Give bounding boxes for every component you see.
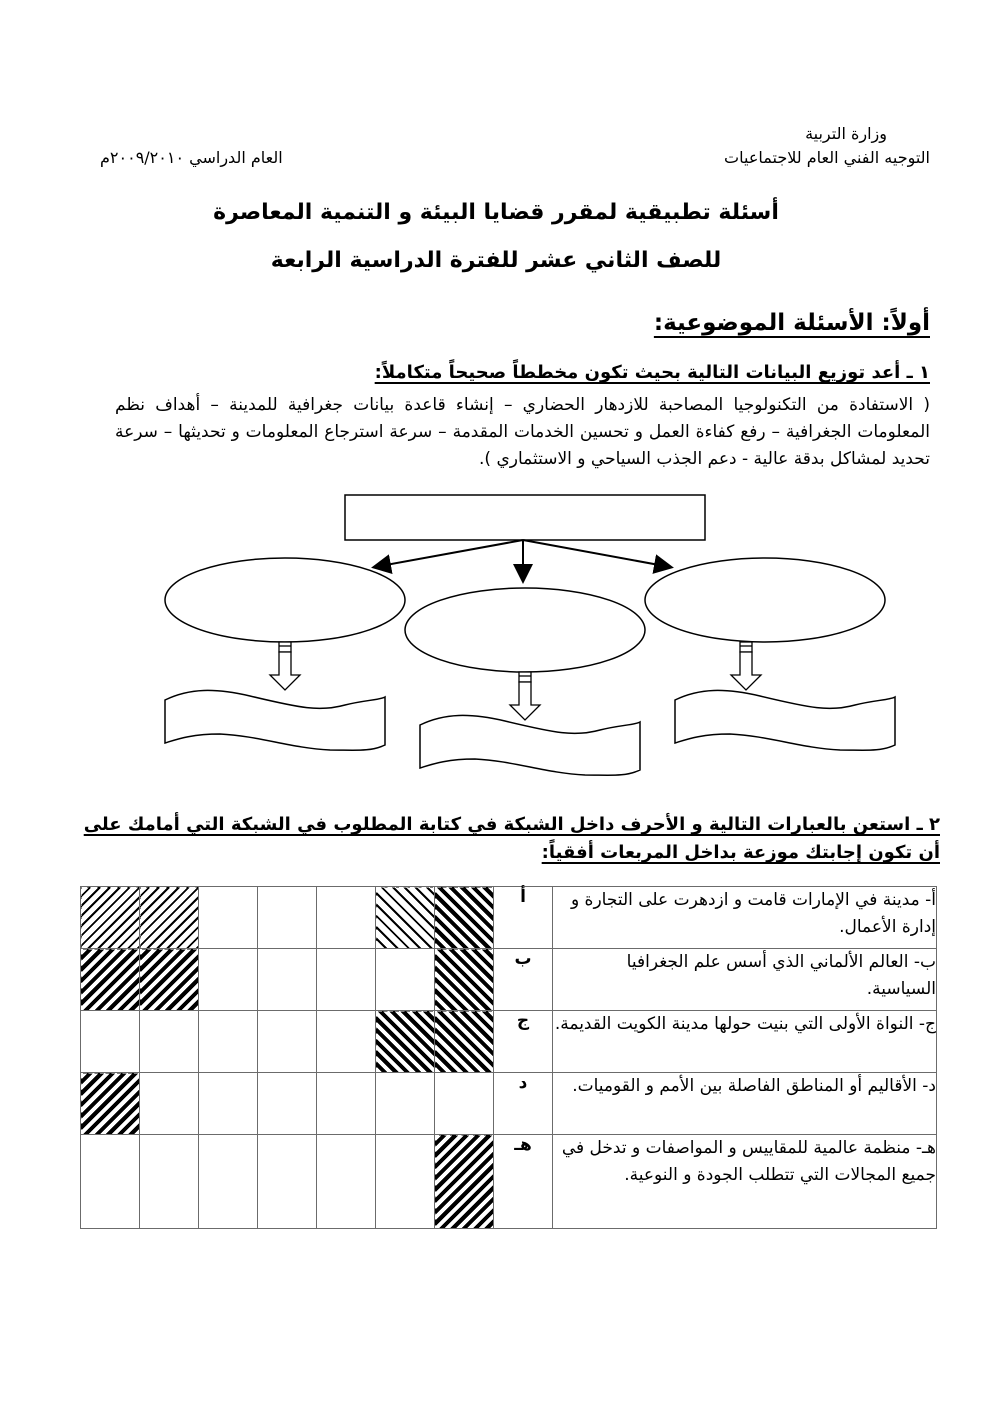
grid-cell (376, 887, 435, 949)
question-2-prompt-line2: أن تكون إجابتك موزعة بداخل المربعات أفقياً: (541, 842, 940, 863)
academic-year: العام الدراسي ٢٠٠٩/٢٠١٠م (100, 148, 283, 167)
grid-row-d (81, 1073, 937, 1135)
banner-right (675, 690, 895, 750)
grid-cell[interactable] (376, 949, 435, 1011)
row-clue: أ- مدينة في الإمارات قامت و ازدهرت على التجارة و إدارة الأعمال. (553, 887, 937, 949)
grid-cell[interactable] (199, 1011, 258, 1073)
row-clue: ب- العالم الألماني الذي أسس علم الجغرافيا السياسية. (553, 949, 937, 1011)
grid-cell[interactable] (258, 1135, 317, 1229)
question-2-prompt-line1: ٢ ـ استعن بالعبارات التالية و الأحرف داخل الشبكة في كتابة المطلوب في الشبكة التي أمامك على (83, 814, 940, 835)
page-title: أسئلة تطبيقية لمقرر قضايا البيئة و التنمية المعاصرة (213, 200, 779, 225)
banner-center (420, 715, 640, 775)
section-heading: أولاً: الأسئلة الموضوعية: (653, 310, 930, 336)
grid-cell[interactable] (199, 887, 258, 949)
grid-cell[interactable] (317, 1135, 376, 1229)
grid-cell[interactable] (317, 949, 376, 1011)
ministry-name: وزارة التربية (805, 124, 887, 143)
grid-cell[interactable] (435, 1073, 494, 1135)
ellipse-left (165, 558, 405, 642)
department-name: التوجيه الفني العام للاجتماعيات (724, 148, 930, 167)
grid-cell (81, 949, 140, 1011)
banner-left (165, 690, 385, 750)
grid-cell[interactable] (140, 1073, 199, 1135)
grid-cell[interactable] (199, 1073, 258, 1135)
ellipse-right (645, 558, 885, 642)
grid-cell[interactable] (317, 887, 376, 949)
row-letter: أ (494, 887, 553, 949)
grid-cell[interactable] (317, 1011, 376, 1073)
page-subtitle: للصف الثاني عشر للفترة الدراسية الرابعة (270, 248, 722, 273)
row-clue: هـ- منظمة عالمية للمقاييس و المواصفات و تدخل في جميع المجالات التي تتطلب الجودة و النوعية. (553, 1135, 937, 1229)
grid-cell[interactable] (376, 1135, 435, 1229)
grid-cell[interactable] (258, 949, 317, 1011)
row-clue: د- الأقاليم أو المناطق الفاصلة بين الأمم و القوميات. (553, 1073, 937, 1135)
grid-cell[interactable] (258, 887, 317, 949)
grid-cell (376, 1011, 435, 1073)
grid-cell (140, 949, 199, 1011)
grid-cell (140, 887, 199, 949)
top-box (345, 495, 705, 540)
grid-cell[interactable] (199, 1135, 258, 1229)
grid-cell[interactable] (258, 1011, 317, 1073)
grid-cell[interactable] (140, 1135, 199, 1229)
crossword-grid (80, 886, 937, 1229)
row-letter: ب (494, 949, 553, 1011)
grid-cell[interactable] (81, 1011, 140, 1073)
grid-row-a (81, 887, 937, 949)
row-letter: د (494, 1073, 553, 1135)
grid-cell[interactable] (317, 1073, 376, 1135)
row-clue: ج- النواة الأولى التي بنيت حولها مدينة الكويت القديمة. (553, 1011, 937, 1073)
row-letter: ج (494, 1011, 553, 1073)
ellipse-center (405, 588, 645, 672)
grid-row-h (81, 1135, 937, 1229)
question-1-items: ( الاستفادة من التكنولوجيا المصاحبة للازدهار الحضاري – إنشاء قاعدة بيانات جغرافية للمدينة – أهداف نظم المعلومات الجغرافية – رفع كفاءة العمل و تحسين الخدمات المقدمة – سرعة استرجاع المعلومات و تحديثها – سرعة تحديد لمشاكل بدقة عالية - دعم الجذب السياحي و الاستثماري ). (115, 395, 930, 469)
grid-row-c (81, 1011, 937, 1073)
grid-cell[interactable] (376, 1073, 435, 1135)
grid-cell (435, 949, 494, 1011)
grid-cell (81, 887, 140, 949)
grid-cell (435, 1011, 494, 1073)
grid-cell[interactable] (199, 949, 258, 1011)
question-1-prompt: ١ ـ أعد توزيع البيانات التالية بحيث تكون مخططاً صحيحاً متكاملاً: (374, 362, 930, 383)
grid-cell[interactable] (140, 1011, 199, 1073)
row-letter: هـ (494, 1135, 553, 1229)
grid-cell (81, 1073, 140, 1135)
grid-cell[interactable] (258, 1073, 317, 1135)
grid-cell (435, 887, 494, 949)
grid-row-b (81, 949, 937, 1011)
grid-cell (435, 1135, 494, 1229)
grid-cell[interactable] (81, 1135, 140, 1229)
